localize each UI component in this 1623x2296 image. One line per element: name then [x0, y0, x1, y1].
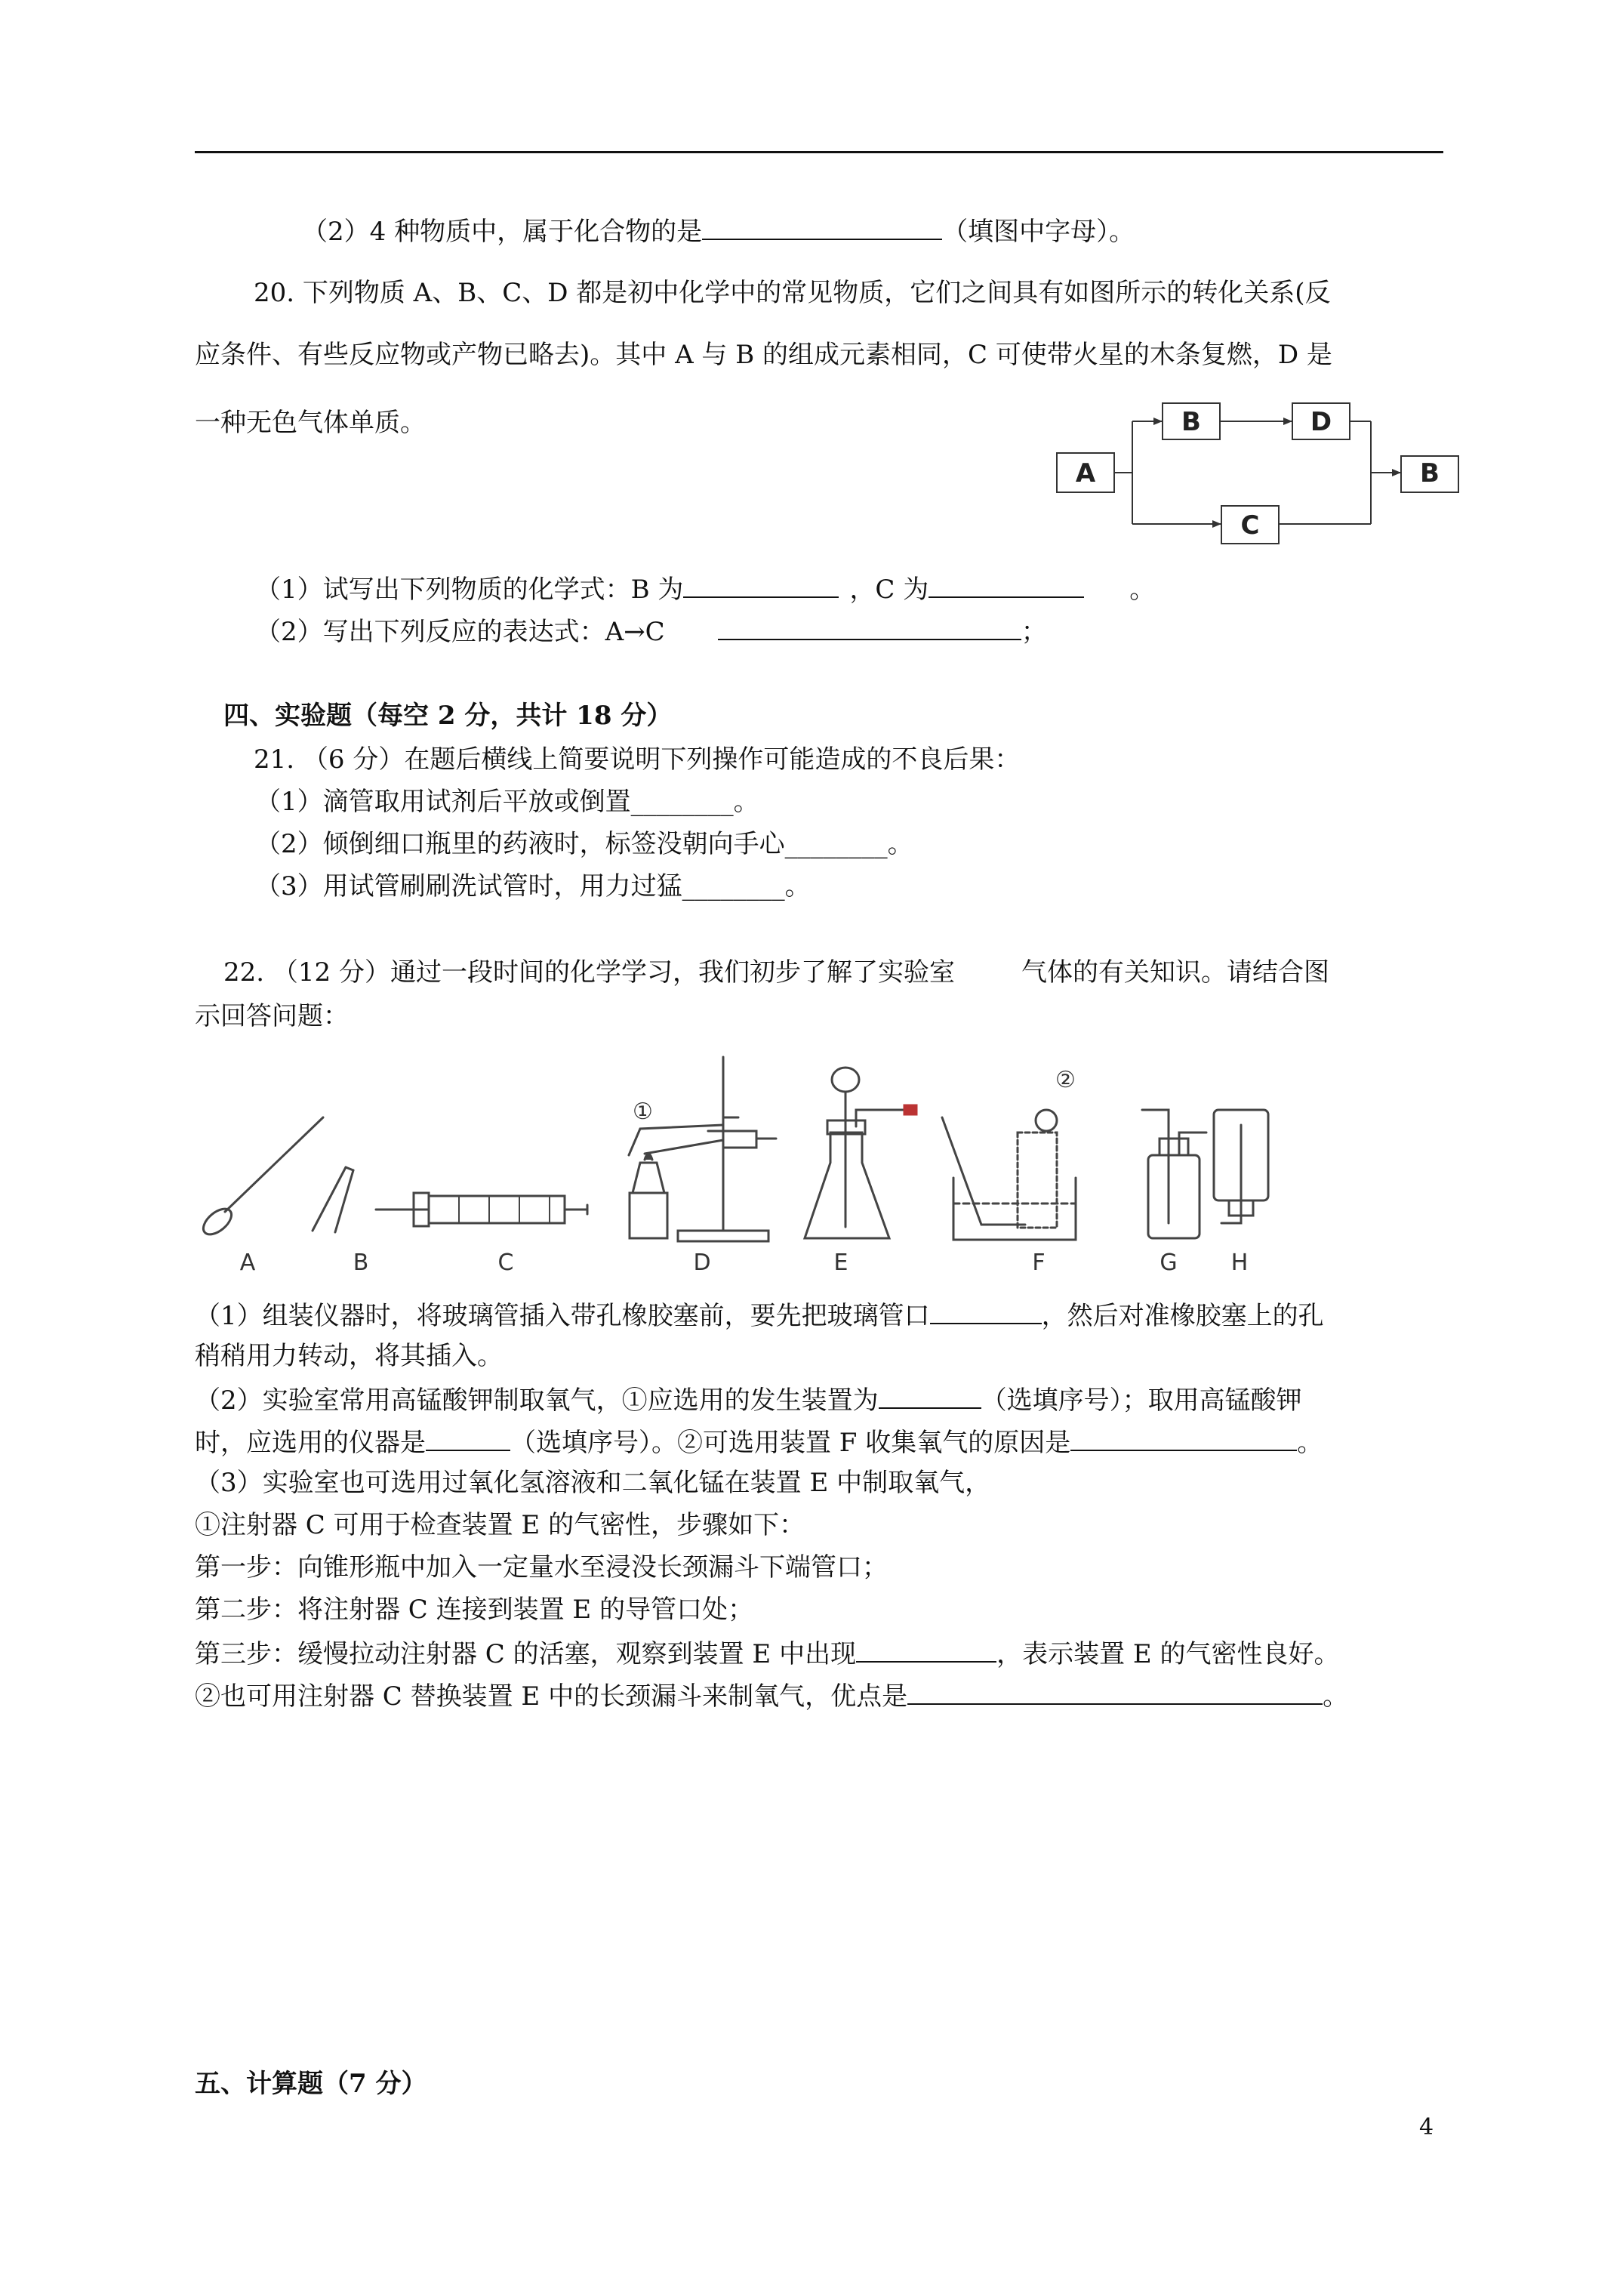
q22-step1: 第一步：向锥形瓶中加入一定量水至浸没长颈漏斗下端管口； [195, 1552, 888, 1583]
answer-blank[interactable] [426, 1424, 510, 1451]
q22-part1-line1: （1）组装仪器时，将玻璃管插入带孔橡胶塞前，要先把玻璃管口 ，然后对准橡胶塞上的孔 [195, 1297, 1324, 1333]
q22-part3-sub1: ①注射器 C 可用于检查装置 E 的气密性，步骤如下： [195, 1510, 805, 1540]
section5-title: 五、计算题（7 分） [195, 2069, 427, 2099]
syringe-icon [376, 1193, 587, 1226]
node-c: C [1240, 510, 1260, 541]
heating-apparatus-icon [629, 1057, 776, 1241]
label-h: H [1230, 1250, 1249, 1276]
label-c: C [497, 1250, 514, 1276]
answer-blank-b[interactable] [683, 571, 839, 598]
answer-blank-equation[interactable] [718, 613, 1021, 640]
q20-stem-line3: 一种无色气体单质。 [195, 408, 426, 438]
label-g: G [1160, 1250, 1178, 1276]
label-b: B [353, 1250, 369, 1276]
tweezers-icon [313, 1167, 353, 1232]
apparatus-figure [195, 1042, 1327, 1291]
answer-blank-c[interactable] [929, 571, 1084, 598]
q20-part2: （2）写出下列反应的表达式：A→C ； [255, 613, 1047, 649]
section4-title: 四、实验题（每空 2 分，共计 18 分） [223, 701, 673, 731]
q20-stem-line2: 应条件、有些反应物或产物已略去)。其中 A 与 B 的组成元素相同，C 可使带火星的木条复燃，D 是 [195, 340, 1332, 370]
answer-blank[interactable] [702, 213, 942, 240]
q20-part1: （1）试写出下列物质的化学式：B 为 ，C 为 。 [255, 571, 1155, 606]
q21-item3: （3）用试管刷刷洗试管时，用力过猛________。 [255, 871, 811, 901]
label-e: E [833, 1250, 848, 1276]
answer-blank[interactable] [879, 1382, 981, 1409]
label-f: F [1032, 1250, 1046, 1276]
marker-1: ① [633, 1099, 653, 1125]
answer-blank[interactable] [1070, 1424, 1297, 1451]
q22-step3: 第三步：缓慢拉动注射器 C 的活塞，观察到装置 E 中出现 ，表示装置 E 的气密性良好。 [195, 1635, 1340, 1671]
water-trough-icon [942, 1110, 1076, 1240]
q19-part2: （2）4 种物质中，属于化合物的是 （填图中字母）。 [302, 213, 1135, 248]
node-b-result: B [1420, 458, 1440, 488]
q21-stem: 21. （6 分）在题后横线上简要说明下列操作可能造成的不良后果： [254, 744, 1021, 775]
inverted-bottle-icon [1214, 1110, 1268, 1223]
node-a: A [1075, 458, 1096, 488]
q22-stem-line1: 22. （12 分）通过一段时间的化学学习，我们初步了解了实验室 气体的有关知识。请结合图 [223, 957, 1329, 988]
node-b: B [1181, 407, 1201, 437]
page-number: 4 [1419, 2114, 1434, 2140]
answer-blank[interactable] [856, 1635, 996, 1663]
marker-2: ② [1055, 1067, 1076, 1093]
node-d: D [1310, 407, 1332, 437]
q22-step2: 第二步：将注射器 C 连接到装置 E 的导管口处； [195, 1595, 754, 1625]
q22-part2-line1: （2）实验室常用高锰酸钾制取氧气，①应选用的发生装置为 （选填序号）；取用高锰酸钾 [195, 1382, 1302, 1417]
answer-blank[interactable] [930, 1297, 1042, 1324]
q22-part3-sub2: ②也可用注射器 C 替换装置 E 中的长颈漏斗来制氧气，优点是 。 [195, 1678, 1348, 1713]
q22-part3: （3）实验室也可选用过氧化氢溶液和二氧化锰在装置 E 中制取氧气， [195, 1468, 991, 1498]
label-a: A [239, 1250, 256, 1276]
q22-part1-line2: 稍稍用力转动，将其插入。 [195, 1341, 503, 1371]
transformation-diagram [1054, 388, 1507, 554]
label-d: D [693, 1250, 711, 1276]
q22-part2-line2: 时，应选用的仪器是 （选填序号）。②可选用装置 F 收集氧气的原因是 。 [195, 1424, 1323, 1459]
q22-stem-line2: 示回答问题： [195, 1001, 349, 1031]
q21-item2: （2）倾倒细口瓶里的药液时，标签没朝向手心________。 [255, 829, 913, 859]
gas-bottle-icon [1142, 1110, 1206, 1238]
header-rule [195, 151, 1443, 153]
answer-blank[interactable] [907, 1678, 1323, 1705]
q20-stem-line1: 20. 下列物质 A、B、C、D 都是初中化学中的常见物质，它们之间具有如图所示的转化关系(反 [254, 278, 1331, 308]
spoon-icon [199, 1117, 323, 1239]
q21-item1: （1）滴管取用试剂后平放或倒置________。 [255, 787, 759, 817]
conical-flask-icon [805, 1068, 916, 1238]
